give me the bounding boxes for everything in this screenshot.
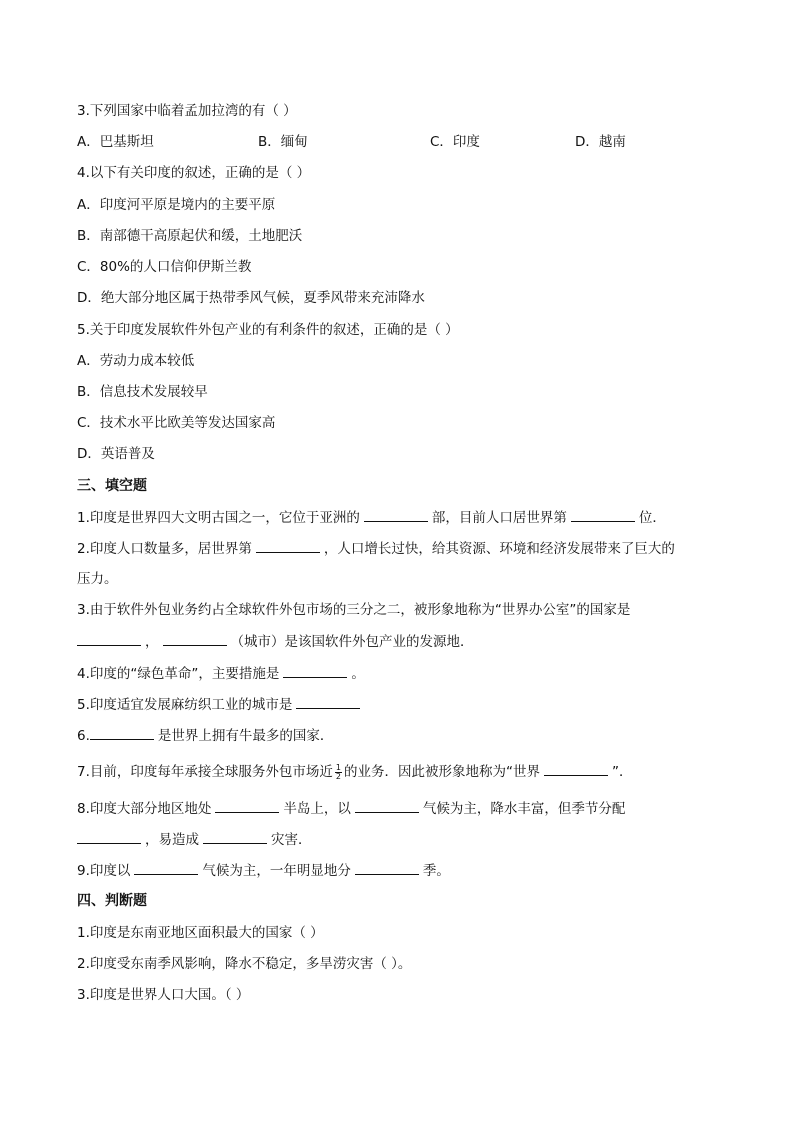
judge-question-1: 1.印度是东南亚地区面积最大的国家（ ） — [77, 925, 324, 941]
question-4-option-d: D．绝大部分地区属于热带季风气候，夏季风带来充沛降水 — [77, 290, 425, 306]
fill-1-text-c: 位． — [638, 510, 666, 526]
fill-9-text-b: 气候为主，一年明显地分 — [202, 863, 351, 879]
fill-8-text-e: 灾害． — [271, 832, 312, 848]
fill-5-text-a: 5.印度适宜发展麻纺织工业的城市是 — [77, 697, 293, 713]
fill-8-text-c: 气候为主，降水丰富，但季节分配 — [422, 801, 626, 817]
fraction — [335, 764, 342, 781]
answer-blank[interactable] — [355, 798, 419, 813]
question-4-option-b: B．南部德干高原起伏和缓，土地肥沃 — [77, 228, 303, 244]
judge-question-2: 2.印度受东南季风影响，降水不稳定，多旱涝灾害（ ）。 — [77, 956, 412, 972]
fill-question-3-line2 — [77, 631, 474, 652]
option-a: A．巴基斯坦 — [77, 134, 154, 150]
question-5-text: 5.关于印度发展软件外包产业的有利条件的叙述，正确的是（ ） — [77, 322, 459, 338]
answer-blank[interactable] — [134, 860, 198, 875]
fill-3-text-c: （城市）是该国软件外包产业的发源地． — [230, 634, 474, 650]
fill-2-text-a: 2.印度人口数量多，居世界第 — [77, 541, 252, 557]
question-5-option-b: B．信息技术发展较早 — [77, 384, 208, 400]
fill-question-7 — [77, 761, 632, 782]
fill-2-text-b: ，人口增长过快，给其资源、环境和经济发展带来了巨大的 — [323, 541, 675, 557]
question-5-option-d: D．英语普及 — [77, 446, 155, 462]
answer-blank[interactable] — [77, 829, 141, 844]
question-3 — [77, 101, 297, 121]
fill-4-text-b: 。 — [351, 666, 365, 682]
answer-blank[interactable] — [77, 631, 141, 646]
fill-3-text-b: ， — [145, 634, 159, 650]
fill-4-text-a: 4.印度的“绿色革命”，主要措施是 — [77, 666, 280, 682]
answer-blank[interactable] — [544, 761, 608, 776]
answer-blank[interactable] — [571, 507, 635, 522]
fill-7-text-b: 的业务．因此被形象地称为“世界 — [343, 764, 540, 780]
fill-8-text-a: 8.印度大部分地区地处 — [77, 801, 212, 817]
fill-7-text-c: ”． — [611, 764, 633, 780]
section-heading-fill-in: 三、填空题 — [77, 478, 147, 494]
fraction-numerator: 1 — [335, 762, 341, 772]
question-3-options — [77, 132, 717, 152]
fill-question-1 — [77, 507, 666, 528]
fill-question-4 — [77, 663, 365, 684]
fill-6-text-a: 6. — [77, 728, 90, 744]
answer-blank[interactable] — [90, 725, 154, 740]
fill-question-8 — [77, 798, 625, 819]
fill-8-text-b: 半岛上，以 — [283, 801, 351, 817]
fill-9-text-a: 9.印度以 — [77, 863, 131, 879]
answer-blank[interactable] — [296, 694, 360, 709]
answer-blank[interactable] — [215, 798, 279, 813]
fill-9-text-c: 季。 — [422, 863, 450, 879]
fill-3-text-a: 3.由于软件外包业务约占全球软件外包市场的三分之二，被形象地称为“世界办公室”的国家是 — [77, 602, 631, 618]
option-d: D．越南 — [575, 134, 626, 150]
question-5-option-c: C．技术水平比欧美等发达国家高 — [77, 415, 276, 431]
fill-question-6 — [77, 725, 333, 746]
judge-question-3: 3.印度是世界人口大国。（ ） — [77, 987, 250, 1003]
fill-8-text-d: ，易造成 — [145, 832, 199, 848]
fill-question-9 — [77, 860, 450, 881]
question-4-text: 4.以下有关印度的叙述，正确的是（ ） — [77, 165, 311, 181]
fill-6-text-b: 是世界上拥有牛最多的国家． — [157, 728, 334, 744]
fill-question-8-line2 — [77, 829, 312, 850]
fill-1-text-a: 1.印度是世界四大文明古国之一，它位于亚洲的 — [77, 510, 360, 526]
answer-blank[interactable] — [203, 829, 267, 844]
answer-blank[interactable] — [256, 538, 320, 553]
question-5-option-a: A．劳动力成本较低 — [77, 353, 195, 369]
section-heading-true-false: 四、判断题 — [77, 893, 147, 909]
question-4-option-c: C．80%的人口信仰伊斯兰教 — [77, 259, 252, 275]
answer-blank[interactable] — [163, 631, 227, 646]
answer-blank[interactable] — [364, 507, 428, 522]
answer-blank[interactable] — [355, 860, 419, 875]
option-b: B．缅甸 — [258, 134, 308, 150]
option-c: C．印度 — [430, 134, 480, 150]
fill-2-text-c: 压力。 — [77, 571, 118, 587]
question-3-text: 3.下列国家中临着孟加拉湾的有（ ） — [77, 103, 297, 119]
answer-blank[interactable] — [283, 663, 347, 678]
fill-question-5 — [77, 694, 364, 715]
fill-question-2 — [77, 538, 675, 559]
fraction-denominator: 2 — [335, 771, 341, 781]
fill-1-text-b: 部，目前人口居世界第 — [431, 510, 567, 526]
fill-7-text-a: 7.目前，印度每年承接全球服务外包市场近 — [77, 764, 333, 780]
question-4-option-a: A．印度河平原是境内的主要平原 — [77, 197, 276, 213]
